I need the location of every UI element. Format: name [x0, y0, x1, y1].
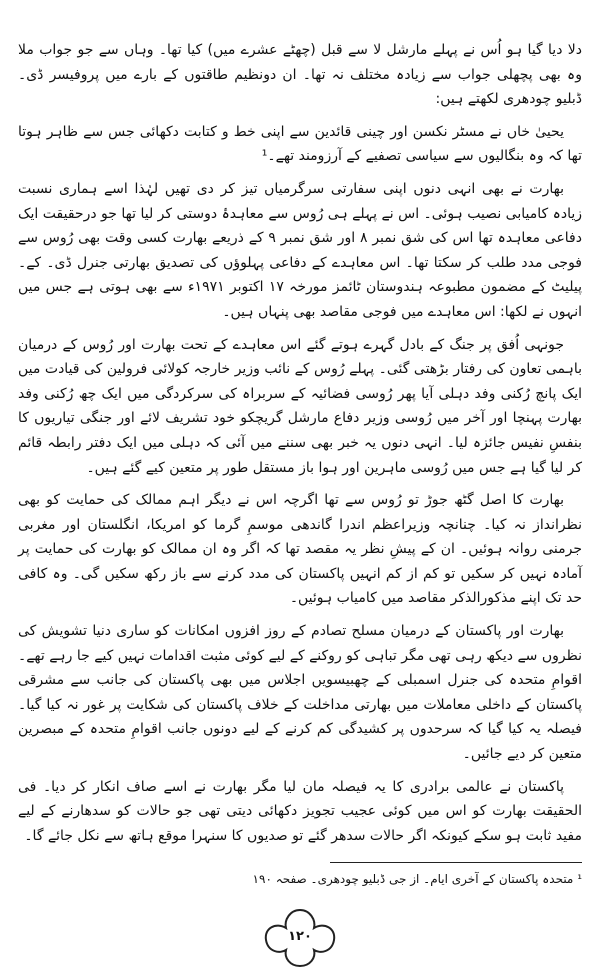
paragraph: دلا دیا گیا ہو اُس نے پہلے مارشل لا سے قبل (چھٹے عشرے میں) کیا تھا۔ وہاں سے جو جواب ملا وہ بھی پچھلی جواب سے زیادہ مختلف نہ تھا۔ ان دونظیم طاقتوں کے بارے میں پروفیسر ڈی۔ ڈبلیو چودھری لکھتے ہیں: — [18, 42, 582, 108]
page-number-ornament — [258, 906, 342, 970]
footnote-divider — [330, 862, 582, 863]
block-quote: یحییٰ خاں نے مسٹر نکسن اور چینی قائدین سے اپنی خط و کتابت دکھائی جس سے ظاہر ہوتا تھا کہ وہ بنگالیوں سے سیاسی تصفیے کے آرزومند تھے۔¹ — [18, 123, 582, 165]
footnote: ¹ متحدہ پاکستان کے آخری ایام۔ از جی ڈبلیو چودھری۔ صفحہ ۱۹۰ — [252, 872, 582, 886]
paragraph: بھارت اور پاکستان کے درمیان مسلح تصادم کے روز افزوں امکانات کو ساری دنیا تشویش کی نظروں سے دیکھ رہی تھی مگر تباہی کو روکنے کے لیے کوئی مثبت اقدامات نہیں کیے جا رہے تھے۔ اقوامِ متحدہ کی جنرل اسمبلی کے چھبیسویں اجلاس میں بھی پاکستان کی جانب سے مشرقی پاکستان کے داخلی معاملات میں بھارتی مداخلت کے خلاف پاکستان کی شکایت پر غور نہ کیا گیا۔ فیصلہ یہ کیا گیا کہ سرحدوں پر کشیدگی کم کرنے کے لیے دونوں جانب اقوامِ متحدہ کے مبصرین متعین کر دیے جائیں۔ — [18, 623, 582, 763]
body-text — [18, 38, 582, 856]
paragraph: بھارت نے بھی انہی دنوں اپنی سفارتی سرگرمیاں تیز کر دی تھیں لہٰذا اسے ہماری نسبت زیادہ کامیابی نصیب ہوئی۔ اس نے پہلے ہی رُوس سے معاہدۂ دوستی کر لیا تھا جو درحقیقت ایک دفاعی معاہدہ تھا اس کی شق نمبر ۸ اور شق نمبر ۹ کے ذریعے بھارت کسی وقت بھی رُوس سے فوجی مدد طلب کر سکتا تھا۔ اس معاہدے کے دفاعی پہلوؤں کی تصدیق بھارتی جنرل ڈی۔ کے۔ پیلیٹ کے مضمون مطبوعہ ہندوستان ٹائمز مورخہ ۱۷ اکتوبر ۱۹۷۱ء سے بھی ہوتی ہے جس میں انہوں نے لکھا: اس معاہدے میں فوجی مقاصد بھی پنہاں ہیں۔ — [18, 180, 582, 320]
paragraph: بھارت کا اصل گٹھ جوڑ تو رُوس سے تھا اگرچہ اس نے دیگر اہم ممالک کی حمایت کو بھی نظرانداز نہ کیا۔ چنانچہ وزیراعظم اندرا گاندھی موسمِ گرما کو امریکا، انگلستان اور مغربی جرمنی روانہ ہوئیں۔ ان کے پیشِ نظر یہ مقصد تھا کہ اگر وہ ان ممالک کو بھارت کی حمایت پر آمادہ نہیں کر سکیں تو کم از کم انہیں پاکستان کی مدد کرنے سے باز رکھ سکیں گی۔ وہ کافی حد تک اپنے مذکورالذکر مقاصد میں کامیاب ہوئیں۔ — [18, 492, 582, 607]
page-number: ۱۲۰ — [288, 929, 312, 944]
paragraph: پاکستان نے عالمی برادری کا یہ فیصلہ مان لیا مگر بھارت نے اسے صاف انکار کر دیا۔ فی الحقیقت بھارت کو اس میں کوئی عجیب تجویز دکھائی دیتی تھی جو حالات کو سدھارنے کے لیے مفید ثابت ہو سکے کیونکہ اگر حالات سدھر گئے تو صدیوں کا سنہرا موقع ہاتھ سے نکل جائے گا۔ — [18, 778, 582, 844]
paragraph: جونہی اُفق پر جنگ کے بادل گہرے ہوتے گئے اس معاہدے کے تحت بھارت اور رُوس کے درمیان باہمی تعاون کی رفتار بڑھتی گئی۔ پہلے رُوس کے نائب وزیر خارجہ کولائی فرولین کی قیادت میں ایک پانچ رُکنی وفد دہلی آیا پھر رُوسی فضائیہ کے سربراہ کی سرکردگی میں ایک چھ رُکنی وفد بھارت پہنچا اور آخر میں رُوسی وزیر دفاع مارشل گریچکو خود تشریف لائے اور جنگی تیاریوں کا بنفسِ نفیس جائزہ لیا۔ انہی دنوں یہ خبر بھی سننے میں آئی کہ دہلی میں ایک دفتر رابطہ قائم کر لیا گیا ہے جس میں رُوسی ماہرین اور ہوا باز مستقل طور پر متعین کیے گئے ہیں۔ — [18, 336, 582, 476]
